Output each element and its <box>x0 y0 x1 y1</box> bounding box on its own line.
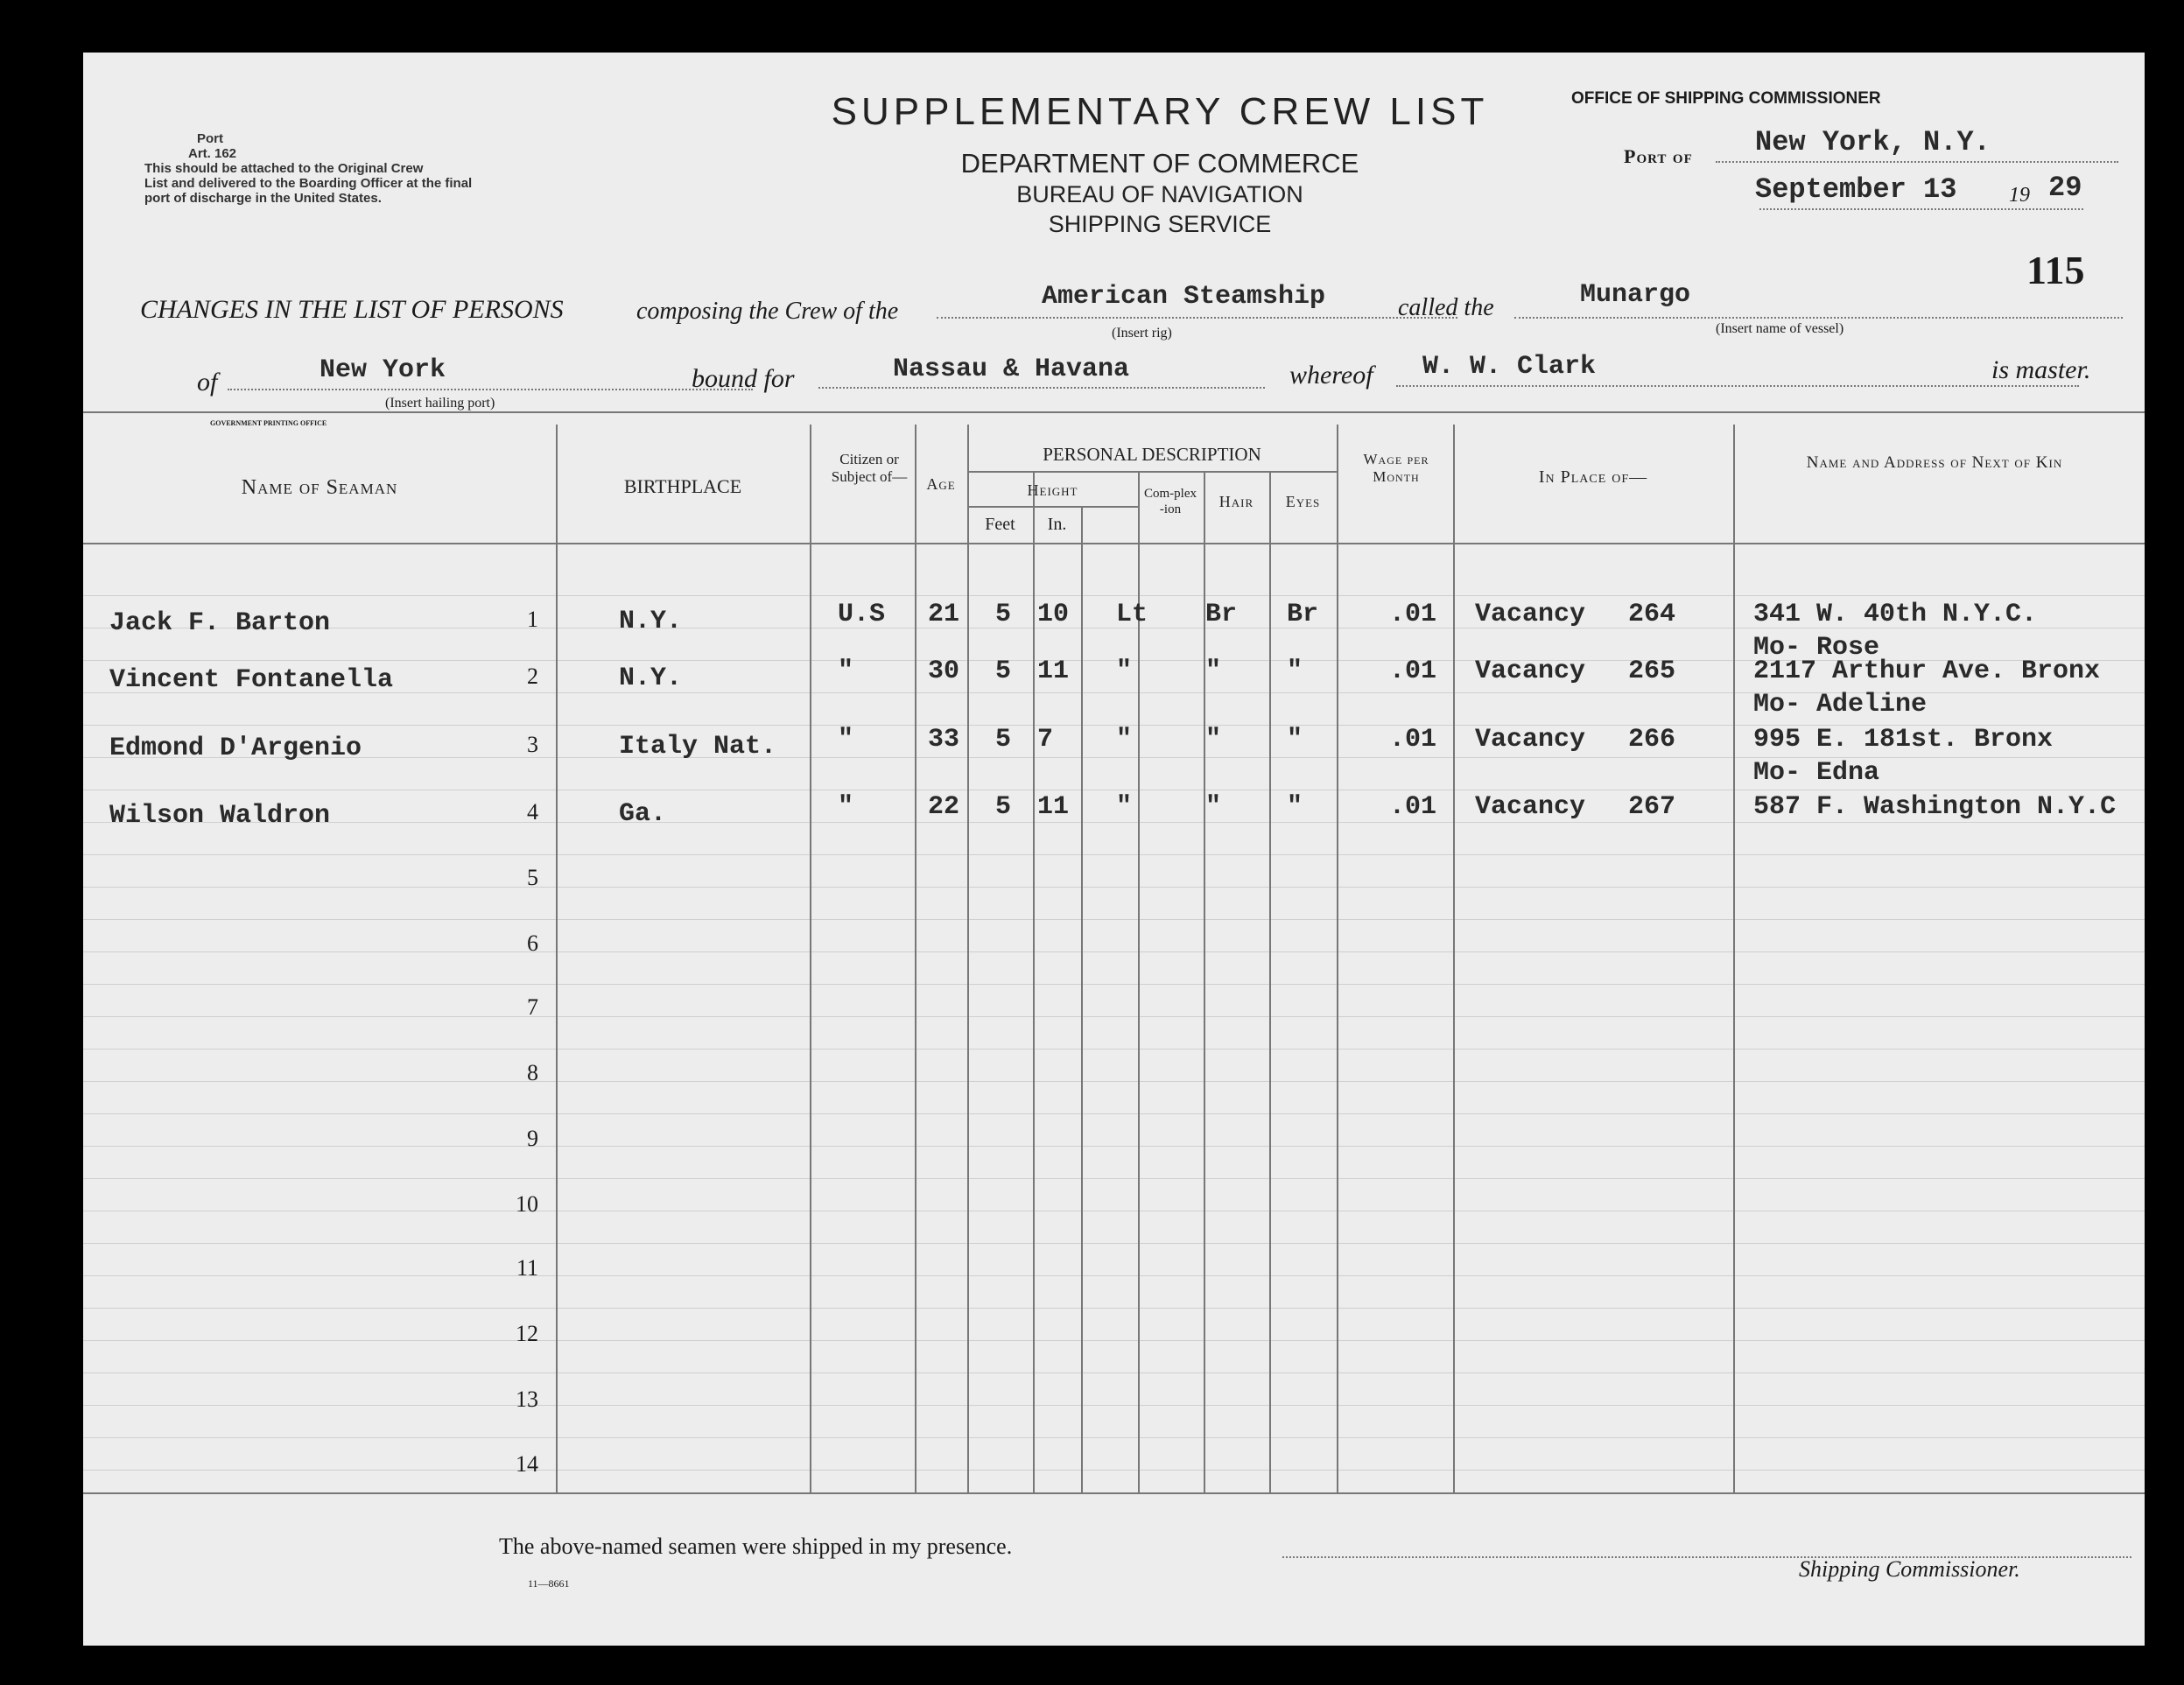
hailing-port-caption: (Insert hailing port) <box>385 396 495 411</box>
sheet-number: 115 <box>2026 248 2085 292</box>
port-rule <box>1716 161 2118 163</box>
seaman-name: Vincent Fontanella <box>109 665 394 695</box>
bound-value: Nassau & Havana <box>893 355 1130 384</box>
col-header-citizen: Citizen or Subject of— <box>831 451 908 486</box>
port-label: Port of <box>1624 145 1693 167</box>
complexion: " <box>1116 792 1133 822</box>
office-heading: OFFICE OF SHIPPING COMMISSIONER <box>1571 89 1881 108</box>
age: 33 <box>928 725 960 755</box>
form-title: SUPPLEMENTARY CREW LIST <box>831 90 1489 133</box>
form-number: 11—8661 <box>528 1577 570 1590</box>
ruling-line <box>83 1243 2145 1244</box>
seaman-name: Wilson Waldron <box>109 801 331 831</box>
bound-label: bound for <box>692 364 795 393</box>
col-header-wage: Wage per Month <box>1363 451 1429 486</box>
complexion: " <box>1116 656 1133 686</box>
kin-name: Mo- Rose <box>1753 633 1880 663</box>
in-place: Vacancy <box>1475 792 1586 822</box>
kin-address: 2117 Arthur Ave. Bronx <box>1753 656 2101 686</box>
complexion: " <box>1116 725 1133 755</box>
corner-note <box>144 131 472 206</box>
ruling-line <box>83 919 2145 920</box>
row-number: 3 <box>527 732 538 757</box>
height-feet: 5 <box>995 656 1012 686</box>
height-inches: 11 <box>1037 656 1070 686</box>
vacancy-number: 267 <box>1628 792 1676 822</box>
corner-note-line: List and delivered to the Boarding Officer at the final <box>144 176 473 191</box>
birthplace: N.Y. <box>619 663 683 693</box>
col-divider <box>1453 425 1455 1492</box>
height-feet: 5 <box>995 792 1012 822</box>
col-header-name: Name of Seaman <box>241 476 398 499</box>
citizen: " <box>838 792 854 822</box>
ruling-line <box>83 1146 2145 1147</box>
col-header-age: Age <box>926 475 956 493</box>
in-place: Vacancy <box>1475 656 1586 686</box>
bound-rule <box>818 387 1265 389</box>
complexion: Lt <box>1116 600 1148 629</box>
wage: .01 <box>1389 725 1437 755</box>
corner-note-line: This should be attached to the Original Crew <box>144 161 424 176</box>
personal-desc-rule <box>967 471 1337 473</box>
col-divider <box>810 425 811 1492</box>
footer-statement: The above-named seamen were shipped in my presence. <box>499 1534 1013 1559</box>
corner-note-line: Art. 162 <box>188 146 237 161</box>
kin-address: 341 W. 40th N.Y.C. <box>1753 600 2038 629</box>
called-label: called the <box>1398 294 1494 321</box>
hair: " <box>1205 725 1222 755</box>
col-header-hair: Hair <box>1218 493 1254 510</box>
col-header-kin: Name and Address of Next of Kin <box>1806 453 2063 472</box>
wage: .01 <box>1389 656 1437 686</box>
height-inches: 7 <box>1037 725 1054 755</box>
hailing-port-rule <box>228 389 753 390</box>
col-header-feet: Feet <box>985 515 1015 534</box>
age: 21 <box>928 600 960 629</box>
col-header-inches: In. <box>1047 515 1067 534</box>
ruling-line <box>83 1081 2145 1082</box>
col-divider <box>1081 508 1083 1492</box>
corner-note-line: port of discharge in the United States. <box>144 191 382 206</box>
birthplace: Italy Nat. <box>619 732 777 762</box>
kin-address: 587 F. Washington N.Y.C <box>1753 792 2117 822</box>
seaman-name: Edmond D'Argenio <box>109 734 362 763</box>
row-number: 9 <box>527 1126 538 1151</box>
vacancy-number: 264 <box>1628 600 1676 629</box>
citizen: " <box>838 725 854 755</box>
col-header-height: Height <box>1027 481 1078 499</box>
col-header-birthplace: BIRTHPLACE <box>623 475 742 497</box>
col-divider <box>967 425 969 1492</box>
citizen: " <box>838 656 854 686</box>
col-divider <box>1269 473 1271 1492</box>
hair: Br <box>1205 600 1238 629</box>
age: 22 <box>928 792 960 822</box>
rig-value: American Steamship <box>1042 282 1326 312</box>
wage: .01 <box>1389 600 1437 629</box>
ruling-line <box>83 1049 2145 1050</box>
row-number: 11 <box>516 1255 538 1281</box>
in-place: Vacancy <box>1475 600 1586 629</box>
table-bottom-rule <box>83 1492 2145 1494</box>
row-number: 6 <box>527 930 538 956</box>
ruling-line <box>83 595 2145 596</box>
row-number: 8 <box>527 1060 538 1085</box>
date-rule <box>1759 208 2083 210</box>
date-value: September 13 <box>1755 173 1957 206</box>
row-number: 2 <box>527 663 538 689</box>
crew-list-form <box>83 53 2145 1646</box>
rig-caption: (Insert rig) <box>1112 326 1172 341</box>
ruling-line <box>83 1016 2145 1017</box>
service-heading: SHIPPING SERVICE <box>1048 211 1272 237</box>
vacancy-number: 265 <box>1628 656 1676 686</box>
col-header-personal: PERSONAL DESCRIPTION <box>1043 444 1261 465</box>
col-divider <box>915 425 916 1492</box>
ruling-line <box>83 1470 2145 1471</box>
col-header-in-place: In Place of— <box>1538 467 1648 487</box>
col-divider <box>1733 425 1735 1492</box>
col-divider <box>1033 473 1035 1492</box>
wage: .01 <box>1389 792 1437 822</box>
corner-note-line: Port <box>197 131 223 146</box>
row-number: 14 <box>516 1451 538 1477</box>
eyes: " <box>1287 725 1303 755</box>
kin-name: Mo- Adeline <box>1753 690 1928 720</box>
row-number: 10 <box>516 1191 538 1217</box>
ruling-line <box>83 1405 2145 1406</box>
table-header-rule <box>83 543 2145 544</box>
signature-label: Shipping Commissioner. <box>1799 1556 2020 1582</box>
master-value: W. W. Clark <box>1422 352 1597 382</box>
department-heading: DEPARTMENT OF COMMERCE <box>960 148 1359 179</box>
rig-rule <box>937 317 1457 319</box>
ruling-line <box>83 1308 2145 1309</box>
seaman-name: Jack F. Barton <box>109 608 331 638</box>
ruling-line <box>83 1178 2145 1179</box>
ruling-line <box>83 984 2145 985</box>
height-feet: 5 <box>995 725 1012 755</box>
vessel-caption: (Insert name of vessel) <box>1716 321 1844 336</box>
row-number: 5 <box>527 865 538 890</box>
year-value: 29 <box>2048 172 2082 204</box>
vacancy-number: 266 <box>1628 725 1676 755</box>
master-label: is master. <box>1991 355 2091 384</box>
col-header-complexion: Com-plex-ion <box>1144 487 1197 516</box>
height-feet: 5 <box>995 600 1012 629</box>
ruling-line <box>83 1340 2145 1341</box>
kin-address: 995 E. 181st. Bronx <box>1753 725 2054 755</box>
vessel-value: Munargo <box>1580 280 1691 310</box>
citizen: U.S <box>838 600 886 629</box>
birthplace: N.Y. <box>619 607 683 636</box>
eyes: " <box>1287 656 1303 686</box>
composing-label: composing the Crew of the <box>636 298 899 325</box>
row-number: 4 <box>527 799 538 825</box>
ruling-line <box>83 822 2145 823</box>
printing-note: GOVERNMENT PRINTING OFFICE <box>210 419 327 427</box>
kin-name: Mo- Edna <box>1753 758 1880 788</box>
ruling-line <box>83 951 2145 952</box>
table-top-rule <box>83 411 2145 413</box>
ruling-line <box>83 854 2145 855</box>
height-inches: 11 <box>1037 792 1070 822</box>
col-divider <box>556 425 558 1492</box>
height-inches: 10 <box>1037 600 1070 629</box>
age: 30 <box>928 656 960 686</box>
row-number: 7 <box>527 994 538 1020</box>
col-header-eyes: Eyes <box>1285 493 1321 510</box>
ruling-line <box>83 1113 2145 1114</box>
whereof-label: whereof <box>1289 361 1373 390</box>
vessel-rule <box>1514 317 2123 319</box>
changes-lead: CHANGES IN THE LIST OF PERSONS <box>140 295 564 324</box>
hair: " <box>1205 792 1222 822</box>
row-number: 13 <box>516 1387 538 1412</box>
hailing-port-value: New York <box>320 355 446 385</box>
ruling-line <box>83 1275 2145 1276</box>
master-rule <box>1396 385 2079 387</box>
bureau-heading: BUREAU OF NAVIGATION <box>1016 181 1303 207</box>
in-place: Vacancy <box>1475 725 1586 755</box>
hair: " <box>1205 656 1222 686</box>
ruling-line <box>83 887 2145 888</box>
col-divider <box>1337 425 1338 1492</box>
ruling-line <box>83 1437 2145 1438</box>
birthplace: Ga. <box>619 799 667 829</box>
eyes: " <box>1287 792 1303 822</box>
year-prefix: 19 <box>2009 184 2030 207</box>
height-rule <box>967 506 1138 508</box>
eyes: Br <box>1287 600 1319 629</box>
row-number: 12 <box>516 1321 538 1346</box>
row-number: 1 <box>527 607 538 632</box>
port-value: New York, N.Y. <box>1755 126 1991 158</box>
of-label: of <box>197 368 218 397</box>
